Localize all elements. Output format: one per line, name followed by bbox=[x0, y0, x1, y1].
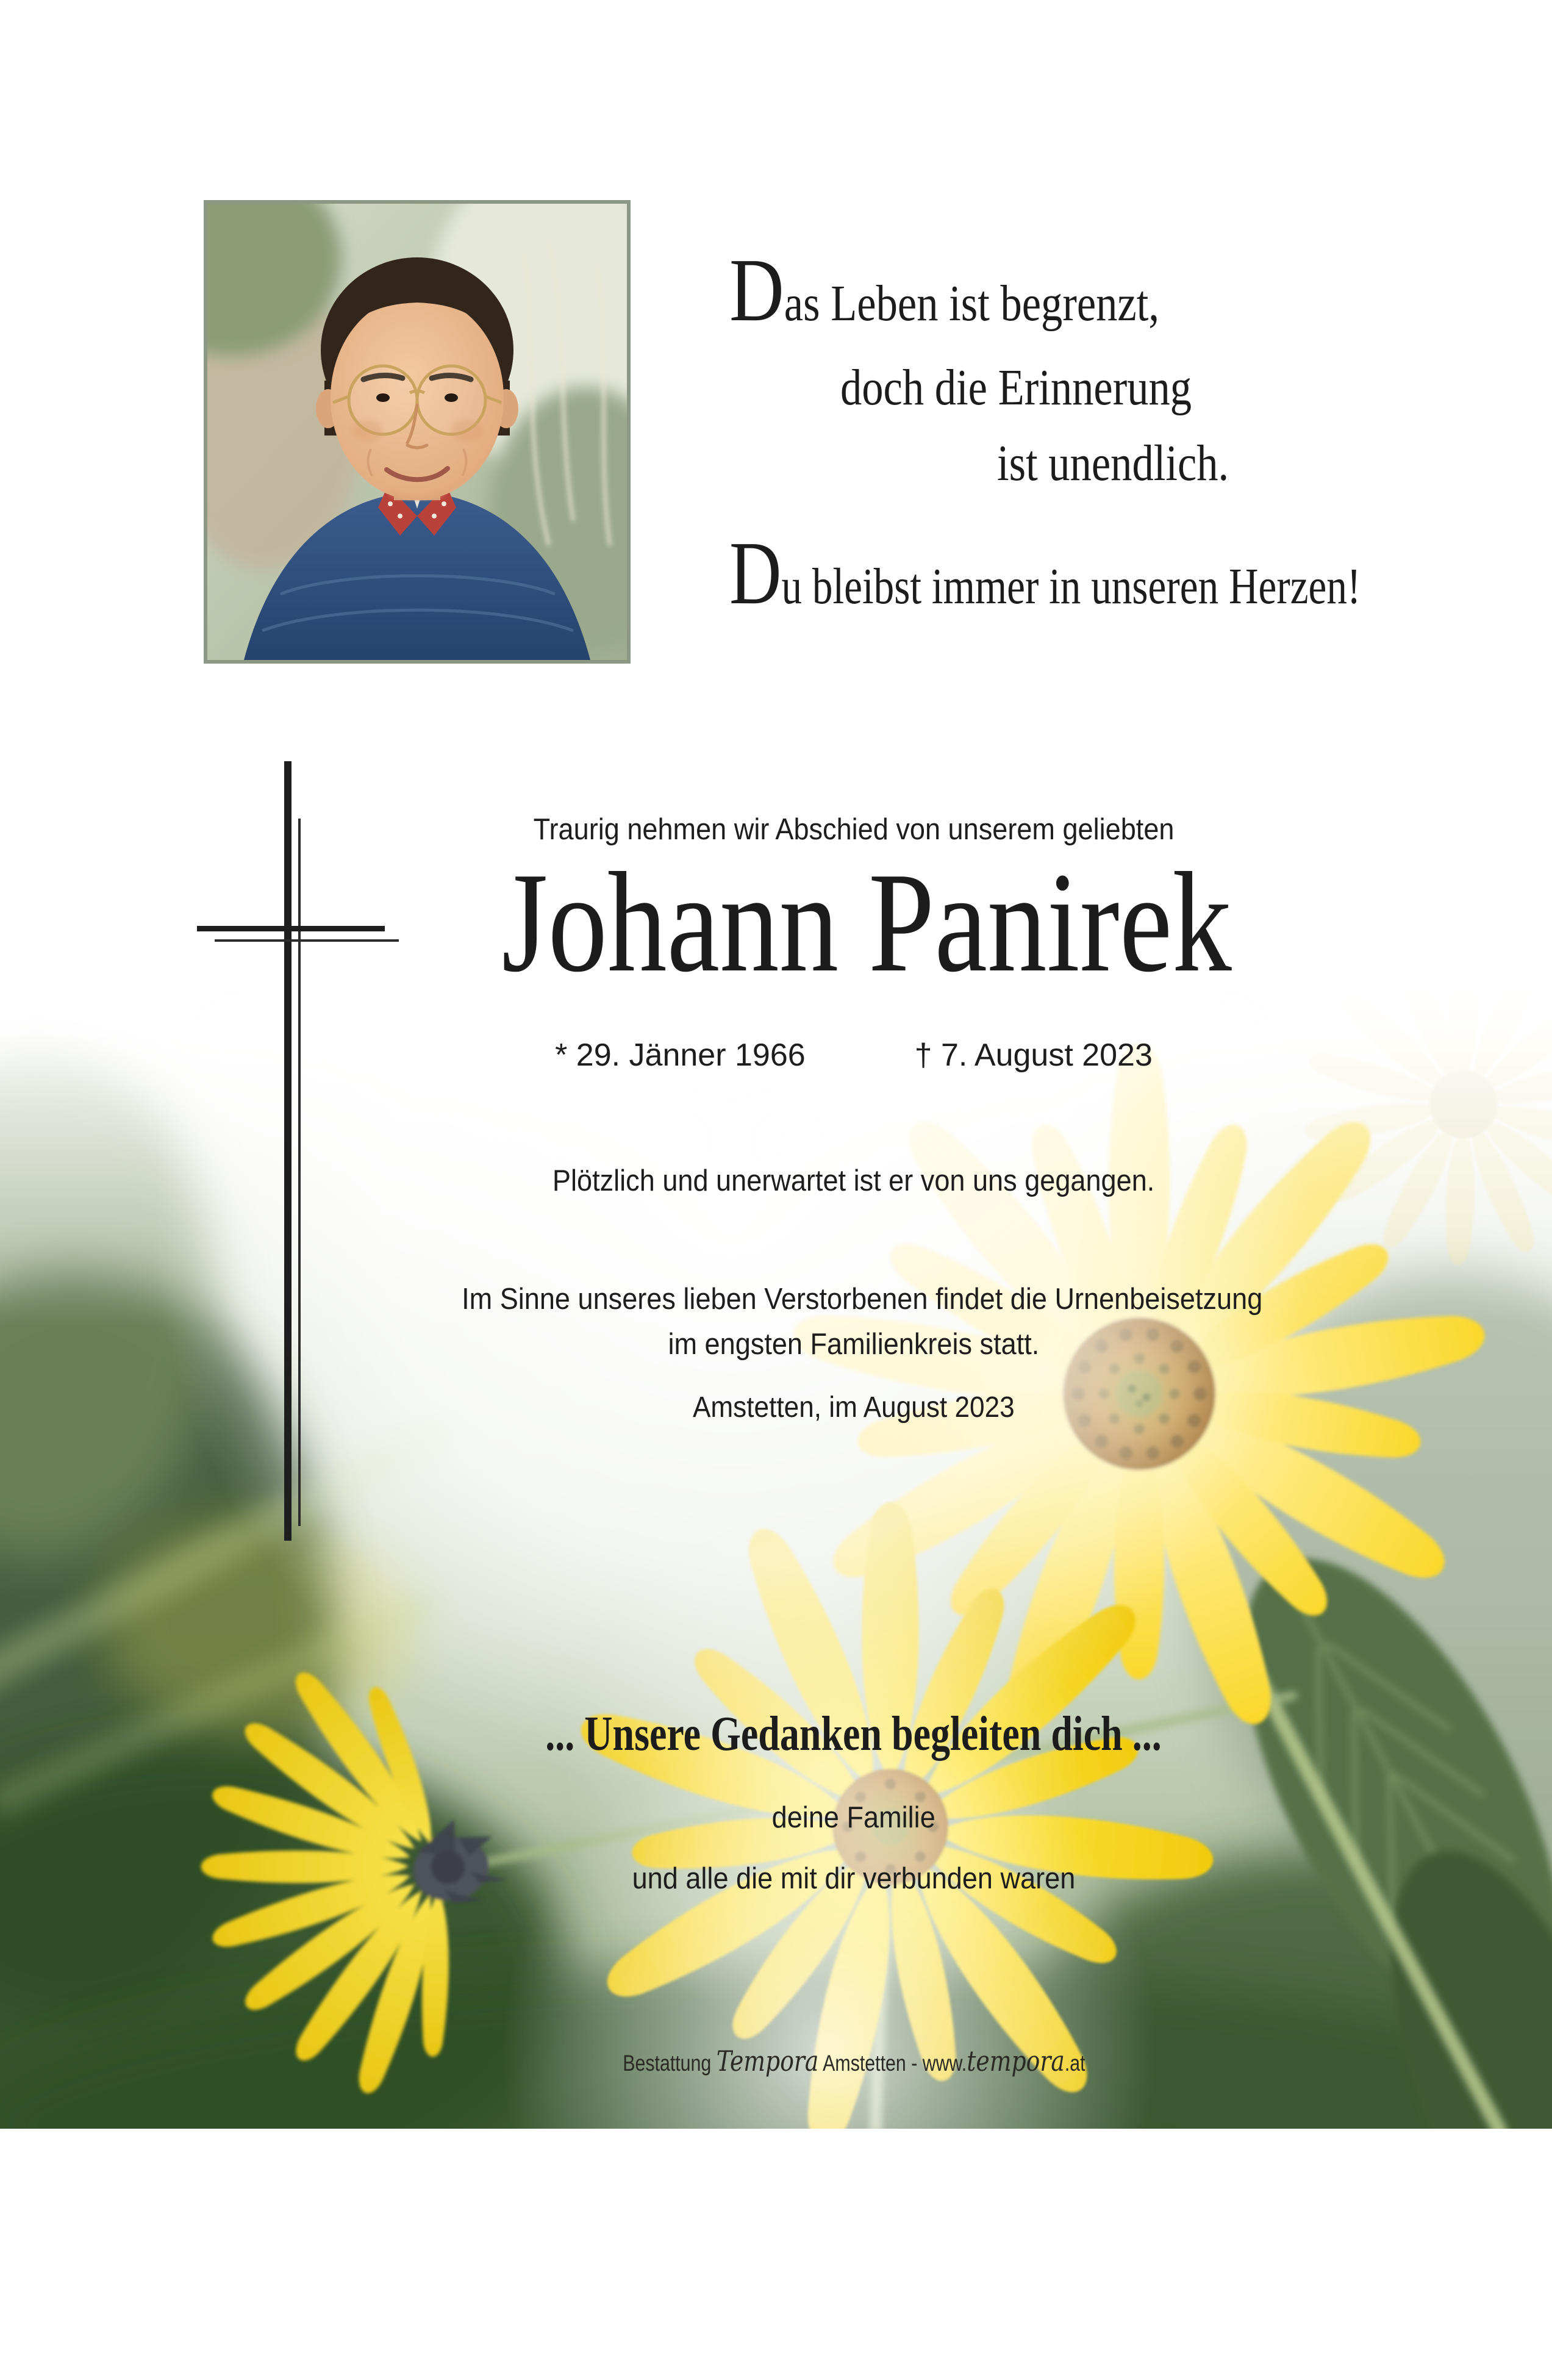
notice-line-1: Plötzlich und unerwartet ist er von uns gegangen. bbox=[552, 1164, 1155, 1197]
notice-line-2: Im Sinne unseres lieben Verstorbenen findet die Urnenbeisetzung bbox=[462, 1283, 1263, 1316]
closing-family: deine Familie bbox=[771, 1801, 936, 1834]
footer-segment-sans: Amstetten - www. bbox=[818, 2051, 967, 2076]
birth-death-dates bbox=[427, 1037, 1281, 1074]
footer-segment-script: tempora bbox=[966, 2045, 1065, 2077]
quote-line-2: doch die Erinnerung bbox=[840, 359, 1192, 416]
notice-line-3: im engsten Familienkreis statt. bbox=[668, 1328, 1040, 1361]
birth-symbol: * bbox=[555, 1038, 568, 1073]
footer-segment-sans: Bestattung bbox=[622, 2051, 717, 2076]
birth-date: 29. Jänner 1966 bbox=[576, 1038, 806, 1073]
farewell-intro: Traurig nehmen wir Abschied von unserem geliebten bbox=[533, 813, 1175, 846]
quote-line-1: Das Leben ist begrenzt, bbox=[729, 240, 1159, 340]
place-and-date: Amstetten, im August 2023 bbox=[693, 1391, 1015, 1424]
death-date: 7. August 2023 bbox=[940, 1038, 1153, 1073]
quote-line-4: Du bleibst immer in unseren Herzen! bbox=[729, 523, 1361, 623]
quote-line-1-dropcap: D bbox=[729, 240, 784, 340]
cross-vertical-bar-thin bbox=[298, 819, 301, 1526]
footer-segment-script: Tempora bbox=[716, 2045, 819, 2077]
closing-friends: und alle die mit dir verbunden waren bbox=[632, 1862, 1076, 1895]
closing-quote: ... Unsere Gedanken begleiten dich ... bbox=[545, 1707, 1162, 1761]
flower-photo-background bbox=[0, 985, 1552, 2129]
deceased-name: Johann Panirek bbox=[501, 843, 1232, 1002]
footer-text bbox=[623, 2045, 1085, 2077]
quote-line-4-dropcap: D bbox=[729, 523, 782, 623]
cross-horizontal-bar-thick bbox=[197, 926, 385, 931]
cross-vertical-bar-thick bbox=[284, 761, 291, 1541]
quote-line-3: ist unendlich. bbox=[997, 435, 1229, 492]
cross-horizontal-bar-thin bbox=[215, 939, 399, 942]
funeral-home-footer bbox=[427, 2045, 1281, 2077]
footer-white-wash bbox=[0, 985, 1552, 2129]
death-symbol: † bbox=[914, 1038, 932, 1073]
footer-segment-sans: .at bbox=[1064, 2051, 1085, 2076]
portrait-photo bbox=[204, 200, 631, 664]
